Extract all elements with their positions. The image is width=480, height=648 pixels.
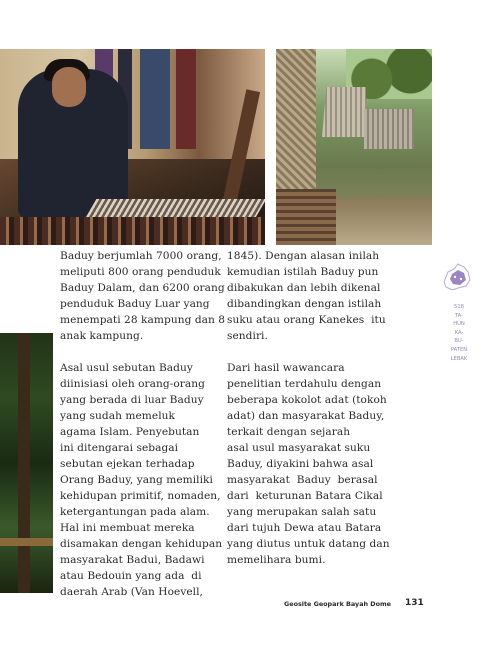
page-number: 131 xyxy=(405,598,424,608)
sidebar-caption xyxy=(446,303,472,363)
photo-woman-weaving xyxy=(0,49,265,245)
bamboo-rail xyxy=(0,538,53,546)
caption-line: PATEN xyxy=(450,346,468,353)
hanging-cloth xyxy=(176,49,196,149)
tree-trunk xyxy=(18,333,30,593)
text-line: Hal ini membuat mereka xyxy=(60,522,195,534)
text-line: asal usul masyarakat suku xyxy=(227,442,371,454)
text-line: Dari hasil wawancara xyxy=(227,362,345,374)
text-line: meliputi 800 orang penduduk xyxy=(60,266,221,278)
text-line: Baduy berjumlah 7000 orang, xyxy=(60,250,222,262)
text-line: kemudian istilah Baduy pun xyxy=(227,266,379,278)
text-line: dari tujuh Dewa atau Batara xyxy=(227,522,382,534)
text-line: yang diutus untuk datang dan xyxy=(227,538,390,550)
text-line: Baduy, diyakini bahwa asal xyxy=(227,458,374,470)
footer-title: Geosite Geopark Bayah Dome xyxy=(284,600,391,608)
caption-line: BU- xyxy=(454,338,464,345)
photo-thatched-houses xyxy=(276,49,432,245)
text-line: kehidupan primitif, nomaden, xyxy=(60,490,221,502)
text-line: dibakukan dan lebih dikenal xyxy=(227,282,381,294)
caption-line: KA- xyxy=(454,329,464,336)
caption-line: TA- xyxy=(454,312,464,319)
text-line: sendiri. xyxy=(227,330,268,342)
text-line: menempati 28 kampung dan 8 xyxy=(60,314,226,326)
hanging-cloth xyxy=(140,49,170,149)
text-line: agama Islam. Penyebutan xyxy=(60,426,200,438)
woven-fabric xyxy=(0,217,265,245)
text-line: Orang Baduy, yang memiliki xyxy=(60,474,213,486)
caption-line: LEBAK xyxy=(450,355,468,362)
text-line: penelitian terdahulu dengan xyxy=(227,378,382,390)
text-line: Baduy Dalam, dan 6200 orang xyxy=(60,282,225,294)
text-line: dibandingkan dengan istilah xyxy=(227,298,382,310)
paragraph xyxy=(227,360,402,568)
text-column-right xyxy=(227,248,402,584)
weaver-face xyxy=(52,67,86,107)
lebak-map-icon xyxy=(440,260,474,294)
paragraph xyxy=(60,248,226,344)
text-line: masyarakat Baduy berasal xyxy=(227,474,378,486)
photo-ground xyxy=(336,199,432,245)
caption-line: 518 xyxy=(454,304,464,310)
photo-forest xyxy=(0,333,53,593)
thatched-roof xyxy=(322,87,366,137)
text-line: beberapa kokolot adat (tokoh xyxy=(227,394,387,406)
text-line: anak kampung. xyxy=(60,330,144,342)
text-line: Asal usul sebutan Baduy xyxy=(60,362,193,374)
text-line: yang berada di luar Baduy xyxy=(60,394,204,406)
text-line: ketergantungan pada alam. xyxy=(60,506,210,518)
bamboo-wall xyxy=(276,189,336,245)
paragraph xyxy=(60,360,223,600)
text-line: 1845). Dengan alasan inilah xyxy=(227,250,380,262)
text-line: dari keturunan Batara Cikal xyxy=(227,490,383,502)
text-line: diinisiasi oleh orang-orang xyxy=(60,378,205,390)
text-line: daerah Arab (Van Hoevell, xyxy=(60,586,203,598)
text-line: masyarakat Badui, Badawi xyxy=(60,554,205,566)
text-line: yang merupakan salah satu xyxy=(227,506,377,518)
text-line: terkait dengan sejarah xyxy=(227,426,351,438)
text-line: yang sudah memeluk xyxy=(60,410,175,422)
paragraph xyxy=(227,248,402,344)
text-column-left xyxy=(60,248,226,616)
text-line: suku atau orang Kanekes itu xyxy=(227,314,386,326)
text-line: ini ditengarai sebagai xyxy=(60,442,179,454)
thatched-roof xyxy=(276,49,316,199)
text-line: disamakan dengan kehidupan xyxy=(60,538,223,550)
text-line: memelihara bumi. xyxy=(227,554,326,566)
caption-line: HUN xyxy=(453,321,465,328)
text-line: adat) dan masyarakat Baduy, xyxy=(227,410,385,422)
text-line: atau Bedouin yang ada di xyxy=(60,570,202,582)
text-line: penduduk Baduy Luar yang xyxy=(60,298,210,310)
text-line: sebutan ejekan terhadap xyxy=(60,458,195,470)
thatched-roof xyxy=(364,109,414,149)
